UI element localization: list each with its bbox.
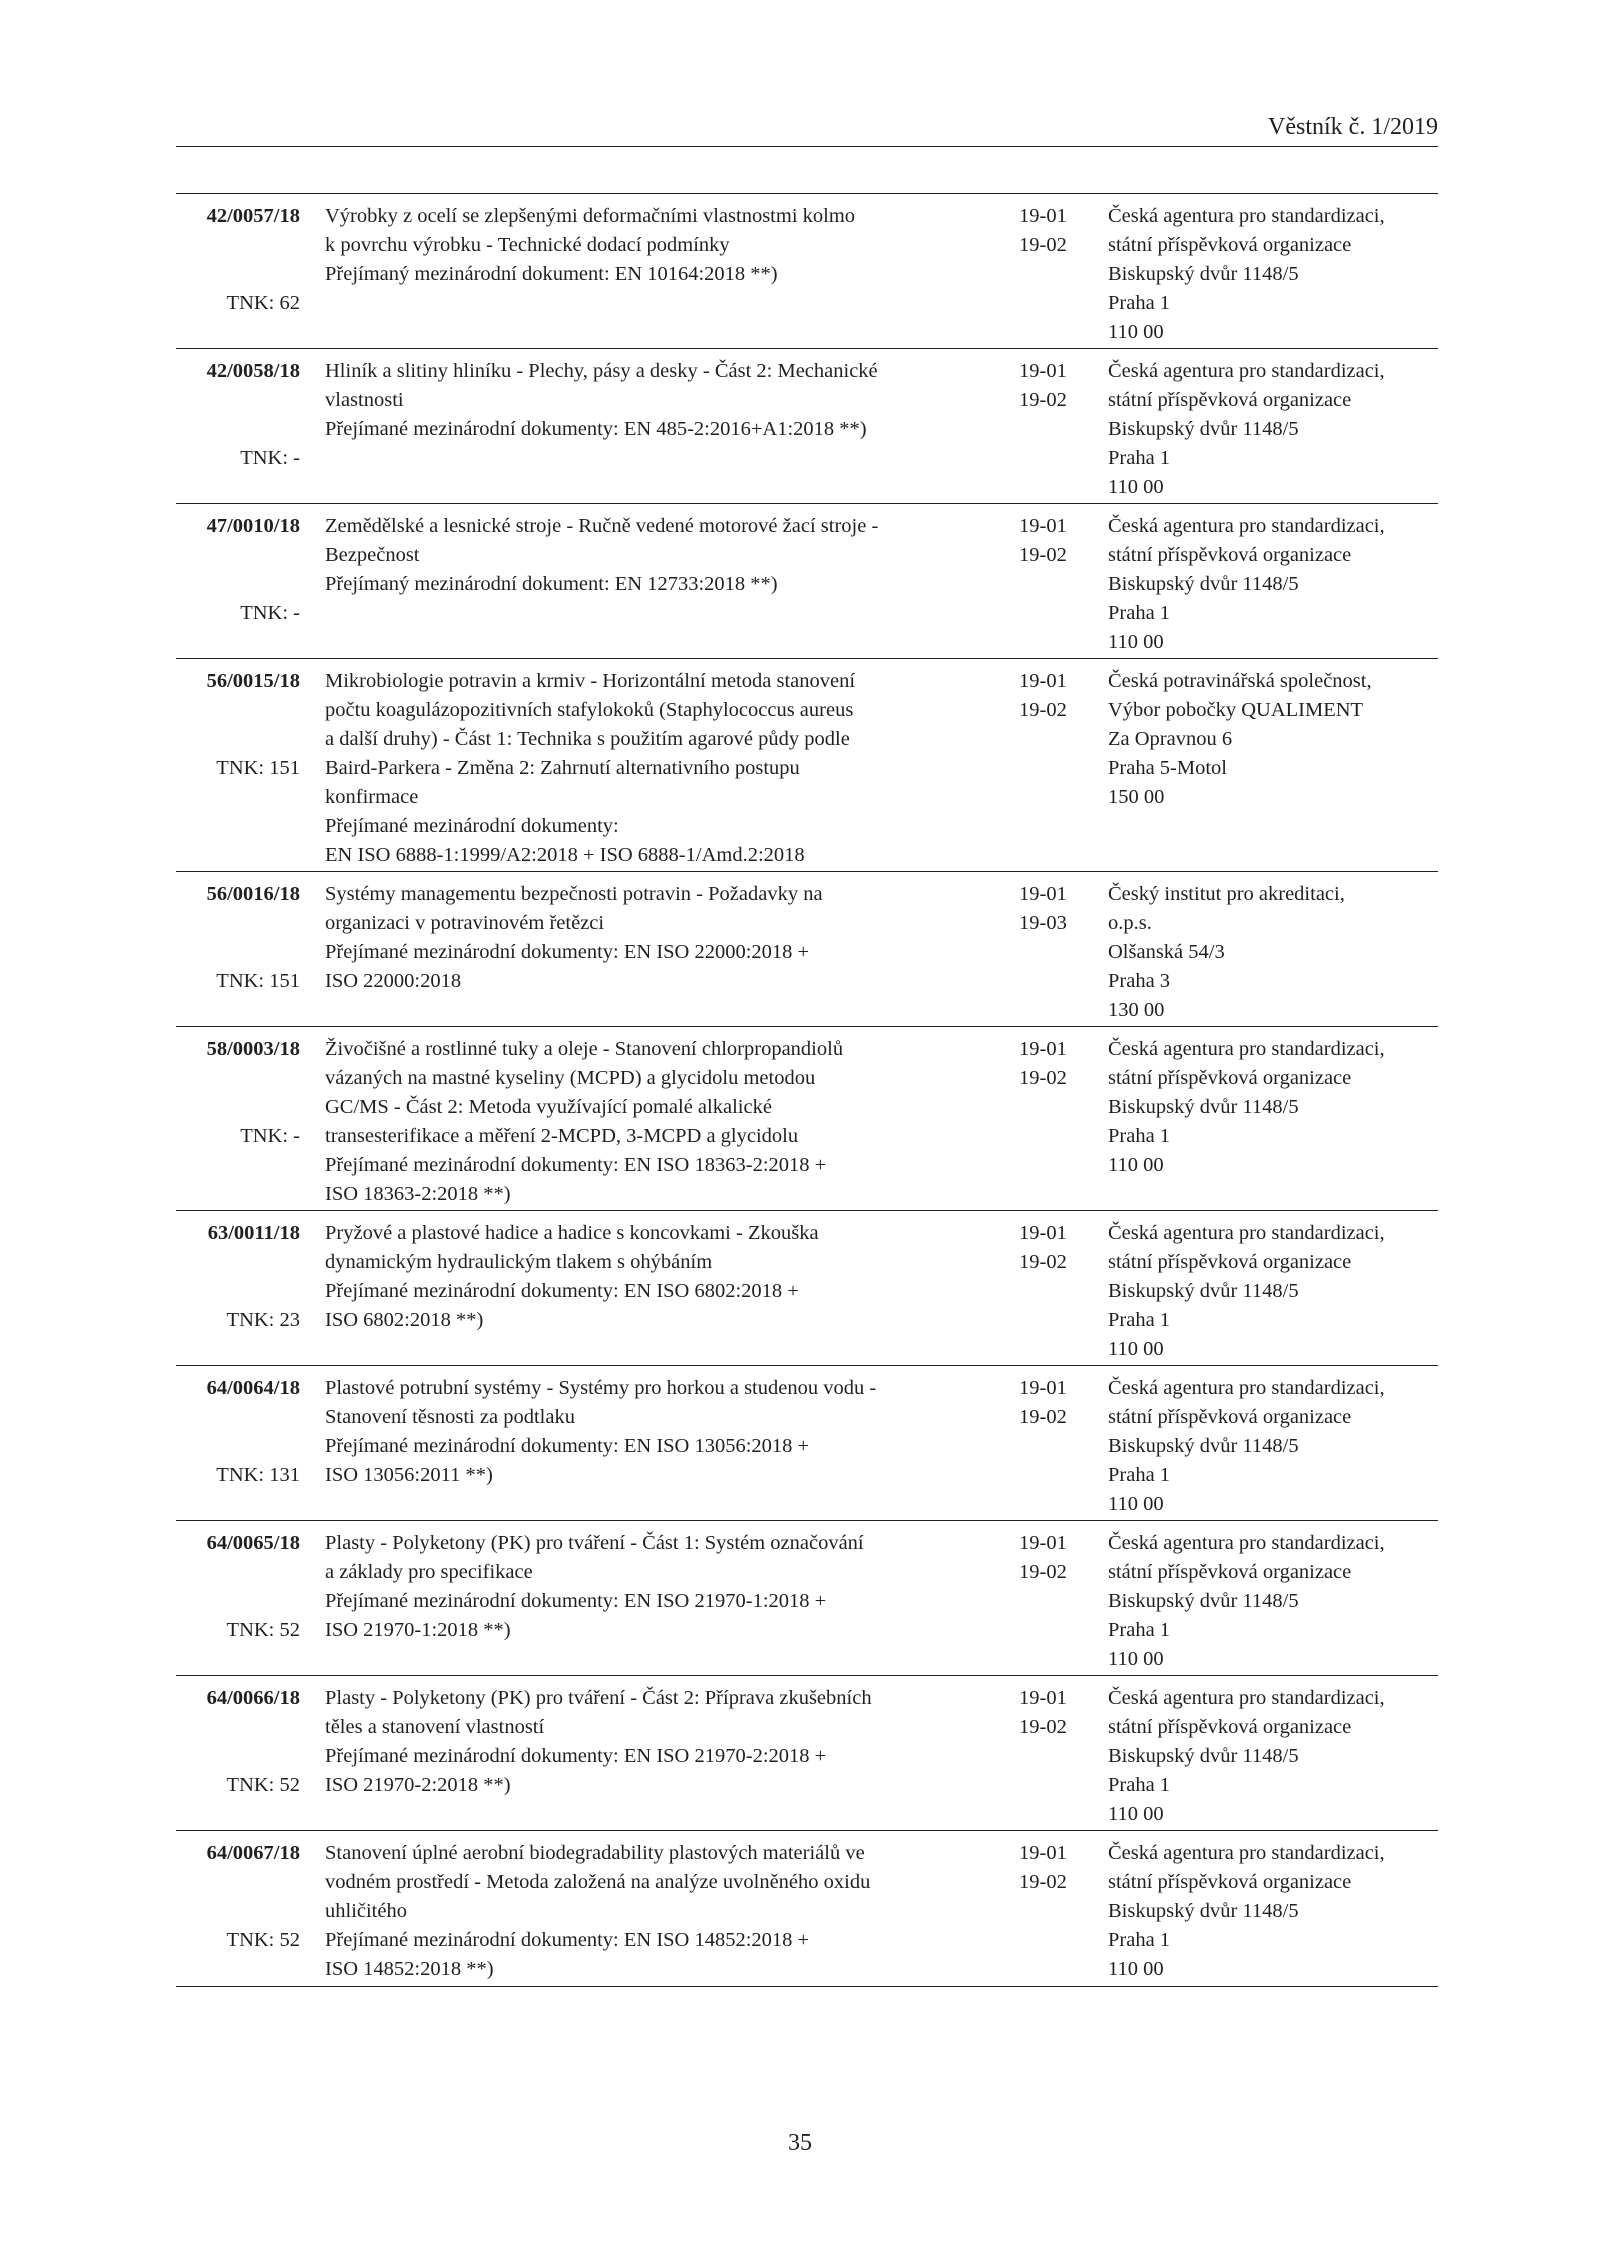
entry-organization-line: 110 00 <box>1108 1648 1164 1670</box>
entry-organization-line: státní příspěvková organizace <box>1108 1871 1352 1893</box>
page-number: 35 <box>788 2130 812 2156</box>
entry-title <box>325 1219 975 1335</box>
entry-organization-line: státní příspěvková organizace <box>1108 234 1352 256</box>
entry-title-line: vázaných na mastné kyseliny (MCPD) a glycidolu metodou <box>325 1067 816 1089</box>
standard-entry <box>176 1831 1438 1986</box>
entry-tnk: TNK: 52 <box>226 1774 300 1796</box>
entry-title-line: Stanovení úplné aerobní biodegradability plastových materiálů ve <box>325 1842 865 1864</box>
entry-code: 19-02 <box>1019 389 1067 411</box>
entry-organization <box>1108 1839 1438 1984</box>
entry-organization-line: státní příspěvková organizace <box>1108 1406 1352 1428</box>
entry-title-line: Přejímané mezinárodní dokumenty: EN ISO 6802:2018 + <box>325 1280 799 1302</box>
entry-title-line: GC/MS - Část 2: Metoda využívající pomalé alkalické <box>325 1096 772 1118</box>
entry-tnk: TNK: 62 <box>226 292 300 314</box>
entry-organization <box>1108 1684 1438 1829</box>
entry-title-line: těles a stanovení vlastností <box>325 1716 545 1738</box>
entry-organization-line: Česká agentura pro standardizaci, <box>1108 205 1385 227</box>
entry-organization-line: Biskupský dvůr 1148/5 <box>1108 263 1299 285</box>
entry-organization-line: státní příspěvková organizace <box>1108 1067 1352 1089</box>
entry-title-line: ISO 14852:2018 **) <box>325 1958 494 1980</box>
entry-code: 19-01 <box>1019 515 1067 537</box>
entry-organization-line: Praha 1 <box>1108 602 1171 624</box>
entry-number: 63/0011/18 <box>207 1222 300 1244</box>
entry-id-column <box>176 357 300 503</box>
entry-title-line: Přejímaný mezinárodní dokument: EN 10164:2018 **) <box>325 263 778 285</box>
entry-organization-line: Praha 3 <box>1108 970 1171 992</box>
entry-title-line: k povrchu výrobku - Technické dodací podmínky <box>325 234 730 256</box>
entry-organization-line: Biskupský dvůr 1148/5 <box>1108 1435 1299 1457</box>
entry-organization-line: Biskupský dvůr 1148/5 <box>1108 1745 1299 1767</box>
entry-organization <box>1108 1219 1438 1364</box>
standard-entry <box>176 1366 1438 1521</box>
entry-title-line: Plastové potrubní systémy - Systémy pro horkou a studenou vodu - <box>325 1377 877 1399</box>
entry-title-line: organizaci v potravinovém řetězci <box>325 912 605 934</box>
entry-title-line: Přejímané mezinárodní dokumenty: EN ISO 22000:2018 + <box>325 941 810 963</box>
entry-code: 19-01 <box>1019 1222 1067 1244</box>
entry-organization-line: Praha 1 <box>1108 292 1171 314</box>
entry-number: 56/0015/18 <box>206 670 300 692</box>
entry-organization-line: Biskupský dvůr 1148/5 <box>1108 1900 1299 1922</box>
entry-code: 19-02 <box>1019 1561 1067 1583</box>
entry-number: 64/0066/18 <box>206 1687 300 1709</box>
entry-title-line: Přejímané mezinárodní dokumenty: EN 485-2:2016+A1:2018 **) <box>325 418 867 440</box>
entry-code: 19-02 <box>1019 1251 1067 1273</box>
entry-title-line: ISO 6802:2018 **) <box>325 1309 484 1331</box>
entry-title-line: Přejímané mezinárodní dokumenty: EN ISO 13056:2018 + <box>325 1435 810 1457</box>
entry-id-column <box>176 1529 300 1675</box>
entry-tnk: TNK: - <box>240 447 300 469</box>
entry-codes <box>1019 1839 1079 1897</box>
entry-codes <box>1019 202 1079 260</box>
standard-entry <box>176 194 1438 349</box>
entry-title <box>325 357 975 444</box>
entry-organization <box>1108 202 1438 347</box>
entry-organization-line: Biskupský dvůr 1148/5 <box>1108 573 1299 595</box>
entry-title-line: Pryžové a plastové hadice a hadice s koncovkami - Zkouška <box>325 1222 819 1244</box>
entry-code: 19-02 <box>1019 1716 1067 1738</box>
entry-organization-line: Praha 1 <box>1108 1774 1171 1796</box>
entry-organization-line: Praha 1 <box>1108 1464 1171 1486</box>
entry-organization-line: Biskupský dvůr 1148/5 <box>1108 1590 1299 1612</box>
entry-organization-line: 110 00 <box>1108 1803 1164 1825</box>
entry-tnk: TNK: 151 <box>216 970 300 992</box>
entry-organization-line: o.p.s. <box>1108 912 1152 934</box>
standard-entry <box>176 1521 1438 1676</box>
entry-codes <box>1019 667 1079 725</box>
standard-entry <box>176 504 1438 659</box>
entry-id-column <box>176 202 300 348</box>
entry-code: 19-02 <box>1019 1406 1067 1428</box>
entry-organization-line: Česká agentura pro standardizaci, <box>1108 1842 1385 1864</box>
entry-codes <box>1019 357 1079 415</box>
entry-tnk: TNK: 52 <box>226 1929 300 1951</box>
entry-code: 19-01 <box>1019 1842 1067 1864</box>
entry-organization-line: 110 00 <box>1108 1154 1164 1176</box>
entry-organization-line: státní příspěvková organizace <box>1108 1716 1352 1738</box>
entry-number: 47/0010/18 <box>206 515 300 537</box>
entry-title-line: konfirmace <box>325 786 419 808</box>
standard-entry <box>176 1027 1438 1211</box>
entry-tnk: TNK: - <box>240 1125 300 1147</box>
entry-code: 19-02 <box>1019 234 1067 256</box>
entry-organization-line: Česká agentura pro standardizaci, <box>1108 1222 1385 1244</box>
entry-organization-line: Praha 1 <box>1108 447 1171 469</box>
entry-organization-line: 130 00 <box>1108 999 1165 1021</box>
entry-organization-line: 110 00 <box>1108 1493 1164 1515</box>
entry-code: 19-01 <box>1019 1377 1067 1399</box>
entry-id-column <box>176 1219 300 1365</box>
entry-number: 58/0003/18 <box>206 1038 300 1060</box>
entry-organization-line: Česká agentura pro standardizaci, <box>1108 1377 1385 1399</box>
entry-tnk: TNK: 131 <box>216 1464 300 1486</box>
entry-code: 19-02 <box>1019 1067 1067 1089</box>
entry-id-column <box>176 512 300 658</box>
entry-organization <box>1108 1374 1438 1519</box>
entry-organization-line: Česká agentura pro standardizaci, <box>1108 1687 1385 1709</box>
entry-title <box>325 1839 975 1984</box>
entry-organization-line: Praha 5-Motol <box>1108 757 1227 779</box>
entry-organization-line: státní příspěvková organizace <box>1108 1561 1352 1583</box>
entry-organization-line: 150 00 <box>1108 786 1165 808</box>
entry-title-line: dynamickým hydraulickým tlakem s ohýbáním <box>325 1251 713 1273</box>
entry-title <box>325 1529 975 1645</box>
entry-organization <box>1108 512 1438 657</box>
entry-organization <box>1108 880 1438 1025</box>
entry-organization-line: státní příspěvková organizace <box>1108 544 1352 566</box>
entry-title-line: a základy pro specifikace <box>325 1561 533 1583</box>
standards-list <box>176 193 1438 1987</box>
entry-code: 19-01 <box>1019 1687 1067 1709</box>
entry-title <box>325 1684 975 1800</box>
entry-title-line: Přejímané mezinárodní dokumenty: EN ISO 21970-2:2018 + <box>325 1745 827 1767</box>
entry-organization <box>1108 357 1438 502</box>
entry-organization-line: Biskupský dvůr 1148/5 <box>1108 1280 1299 1302</box>
entry-tnk: TNK: 151 <box>216 757 300 779</box>
entry-organization-line: 110 00 <box>1108 476 1164 498</box>
standard-entry <box>176 349 1438 504</box>
entry-title-line: Přejímané mezinárodní dokumenty: <box>325 815 619 837</box>
entry-codes <box>1019 1684 1079 1742</box>
entry-organization-line: Za Opravnou 6 <box>1108 728 1233 750</box>
entry-id-column <box>176 1839 300 1986</box>
entry-title-line: Přejímaný mezinárodní dokument: EN 12733:2018 **) <box>325 573 778 595</box>
entry-title-line: ISO 21970-2:2018 **) <box>325 1774 511 1796</box>
entry-organization-line: Biskupský dvůr 1148/5 <box>1108 1096 1299 1118</box>
entry-organization-line: Praha 1 <box>1108 1619 1171 1641</box>
standard-entry <box>176 1676 1438 1831</box>
entry-title <box>325 202 975 289</box>
entry-number: 42/0058/18 <box>206 360 300 382</box>
entry-title <box>325 667 975 870</box>
entry-organization-line: Olšanská 54/3 <box>1108 941 1225 963</box>
entry-title-line: Přejímané mezinárodní dokumenty: EN ISO 18363-2:2018 + <box>325 1154 827 1176</box>
entry-title-line: transesterifikace a měření 2-MCPD, 3-MCPD a glycidolu <box>325 1125 799 1147</box>
entry-code: 19-01 <box>1019 360 1067 382</box>
entry-codes <box>1019 880 1079 938</box>
entry-number: 56/0016/18 <box>206 883 300 905</box>
entry-organization-line: Biskupský dvůr 1148/5 <box>1108 418 1299 440</box>
entry-title-line: ISO 22000:2018 <box>325 970 462 992</box>
entry-id-column <box>176 667 300 871</box>
entry-organization <box>1108 1035 1438 1180</box>
entry-number: 64/0067/18 <box>206 1842 300 1864</box>
entry-codes <box>1019 1035 1079 1093</box>
entry-title-line: Zemědělské a lesnické stroje - Ručně vedené motorové žací stroje - <box>325 515 879 537</box>
entry-organization-line: Český institut pro akreditaci, <box>1108 883 1345 905</box>
journal-title: Věstník č. 1/2019 <box>1268 114 1438 140</box>
entry-codes <box>1019 1529 1079 1587</box>
entry-tnk: TNK: - <box>240 602 300 624</box>
entry-code: 19-03 <box>1019 912 1067 934</box>
entry-title <box>325 880 975 996</box>
entry-title-line: ISO 18363-2:2018 **) <box>325 1183 511 1205</box>
entry-organization-line: Česká agentura pro standardizaci, <box>1108 360 1385 382</box>
entry-organization-line: Výbor pobočky QUALIMENT <box>1108 699 1364 721</box>
entry-organization-line: 110 00 <box>1108 321 1164 343</box>
standard-entry <box>176 872 1438 1027</box>
entry-id-column <box>176 880 300 1026</box>
entry-code: 19-02 <box>1019 1871 1067 1893</box>
entry-title-line: Mikrobiologie potravin a krmiv - Horizontální metoda stanovení <box>325 670 856 692</box>
entry-organization-line: Česká agentura pro standardizaci, <box>1108 515 1385 537</box>
entry-title-line: počtu koagulázopozitivních stafylokoků (Staphylococcus aureus <box>325 699 854 721</box>
entry-organization-line: 110 00 <box>1108 631 1164 653</box>
entry-organization-line: státní příspěvková organizace <box>1108 1251 1352 1273</box>
entry-tnk: TNK: 52 <box>226 1619 300 1641</box>
entry-title-line: Stanovení těsnosti za podtlaku <box>325 1406 575 1428</box>
entry-number: 64/0065/18 <box>206 1532 300 1554</box>
entry-title <box>325 512 975 599</box>
entry-organization <box>1108 1529 1438 1674</box>
running-header <box>176 116 1438 147</box>
entry-code: 19-01 <box>1019 1038 1067 1060</box>
entry-organization-line: Praha 1 <box>1108 1125 1171 1147</box>
entry-organization-line: 110 00 <box>1108 1958 1164 1980</box>
standard-entry <box>176 659 1438 872</box>
entry-title-line: Přejímané mezinárodní dokumenty: EN ISO 21970-1:2018 + <box>325 1590 827 1612</box>
entry-organization-line: 110 00 <box>1108 1338 1164 1360</box>
entry-title-line: Přejímané mezinárodní dokumenty: EN ISO 14852:2018 + <box>325 1929 810 1951</box>
entry-tnk: TNK: 23 <box>226 1309 300 1331</box>
entry-title-line: vlastnosti <box>325 389 404 411</box>
entry-organization-line: státní příspěvková organizace <box>1108 389 1352 411</box>
entry-code: 19-02 <box>1019 544 1067 566</box>
entry-title-line: Plasty - Polyketony (PK) pro tváření - Část 1: Systém označování <box>325 1532 864 1554</box>
entry-code: 19-02 <box>1019 699 1067 721</box>
entry-id-column <box>176 1684 300 1830</box>
entry-title-line: Živočišné a rostlinné tuky a oleje - Stanovení chlorpropandiolů <box>325 1038 844 1060</box>
entry-code: 19-01 <box>1019 205 1067 227</box>
entry-title-line: Plasty - Polyketony (PK) pro tváření - Část 2: Příprava zkušebních <box>325 1687 872 1709</box>
standard-entry <box>176 1211 1438 1366</box>
entry-organization-line: Česká potravinářská společnost, <box>1108 670 1372 692</box>
entry-number: 64/0064/18 <box>206 1377 300 1399</box>
entry-title <box>325 1035 975 1209</box>
entry-codes <box>1019 1219 1079 1277</box>
entry-title-line: Výrobky z ocelí se zlepšenými deformačními vlastnostmi kolmo <box>325 205 856 227</box>
entry-organization-line: Česká agentura pro standardizaci, <box>1108 1038 1385 1060</box>
entry-code: 19-01 <box>1019 670 1067 692</box>
entry-title <box>325 1374 975 1490</box>
entry-id-column <box>176 1374 300 1520</box>
entry-id-column <box>176 1035 300 1210</box>
entry-codes <box>1019 1374 1079 1432</box>
entry-title-line: Baird-Parkera - Změna 2: Zahrnutí alternativního postupu <box>325 757 800 779</box>
entry-organization <box>1108 667 1438 812</box>
entry-organization-line: Česká agentura pro standardizaci, <box>1108 1532 1385 1554</box>
entry-title-line: Systémy managementu bezpečnosti potravin - Požadavky na <box>325 883 823 905</box>
entry-title-line: vodném prostředí - Metoda založená na analýze uvolněného oxidu <box>325 1871 871 1893</box>
entry-title-line: ISO 13056:2011 **) <box>325 1464 493 1486</box>
entry-organization-line: Praha 1 <box>1108 1309 1171 1331</box>
entry-code: 19-01 <box>1019 883 1067 905</box>
entry-title-line: EN ISO 6888-1:1999/A2:2018 + ISO 6888-1/Amd.2:2018 <box>325 844 805 866</box>
entry-code: 19-01 <box>1019 1532 1067 1554</box>
entry-title-line: Hliník a slitiny hliníku - Plechy, pásy a desky - Část 2: Mechanické <box>325 360 878 382</box>
entry-codes <box>1019 512 1079 570</box>
entry-title-line: Bezpečnost <box>325 544 420 566</box>
entry-title-line: a další druhy) - Část 1: Technika s použitím agarové půdy podle <box>325 728 850 750</box>
entry-number: 42/0057/18 <box>206 205 300 227</box>
entry-title-line: uhličitého <box>325 1900 407 1922</box>
entry-organization-line: Praha 1 <box>1108 1929 1171 1951</box>
entry-title-line: ISO 21970-1:2018 **) <box>325 1619 511 1641</box>
